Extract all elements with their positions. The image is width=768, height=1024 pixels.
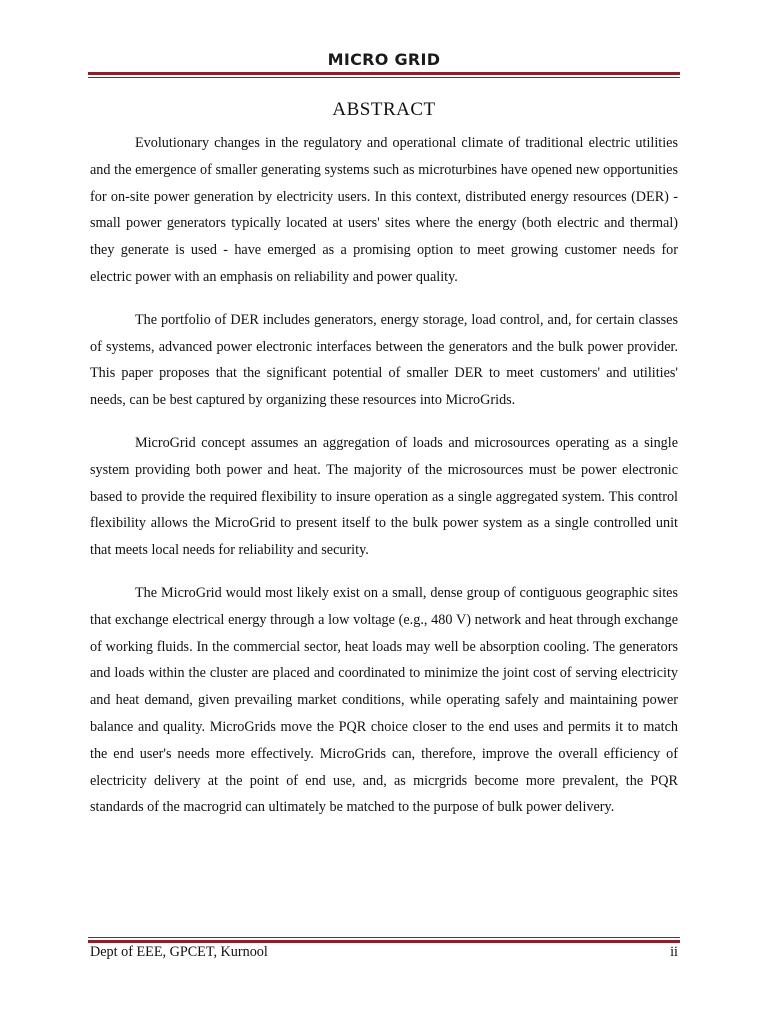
- footer-rule-thick: [88, 940, 680, 943]
- paragraph-2: The portfolio of DER includes generators, energy storage, load control, and, for certain classes of systems, advanced power electronic interfaces between the generators and the bulk power provider. This paper proposes that the significant potential of smaller DER to meet customers' and utilities' needs, can be best captured by organizing these resources into MicroGrids.: [90, 311, 678, 409]
- header-rule: [88, 72, 680, 78]
- paragraph-4: The MicroGrid would most likely exist on a small, dense group of contiguous geographic sites that exchange electrical energy through a low voltage (e.g., 480 V) network and heat through exchange of working fluids. In the commercial sector, heat loads may well be absorption cooling. The generators and loads within the cluster are placed and coordinated to minimize the joint cost of serving electricity and heat demand, given prevailing market conditions, while operating safely and maintaining power balance and quality. MicroGrids move the PQR choice closer to the end uses and permits it to match the end user's needs more effectively. MicroGrids can, therefore, improve the overall efficiency of electricity delivery at the point of end use, and, as micrgrids become more prevalent, the PQR standards of the macrogrid can ultimately be matched to the purpose of bulk power delivery.: [90, 584, 678, 816]
- body-text: [90, 130, 678, 837]
- header-rule-thick: [88, 72, 680, 75]
- paragraph-1: Evolutionary changes in the regulatory and operational climate of traditional electric utilities and the emergence of smaller generating systems such as microturbines have opened new opportunities for on-site power generation by electricity users. In this context, distributed energy resources (DER) - small power generators typically located at users' sites where the energy (both electric and thermal) they generate is used - have emerged as a promising option to meet growing customer needs for electric power with an emphasis on reliability and power quality.: [90, 135, 678, 285]
- footer-rule-thin: [88, 937, 680, 938]
- header-rule-thin: [88, 77, 680, 78]
- footer-page-number: ii: [670, 944, 678, 960]
- section-heading: ABSTRACT: [332, 99, 436, 120]
- footer-rule: [88, 937, 680, 943]
- running-header-title: MICRO GRID: [327, 50, 441, 69]
- paragraph-3: MicroGrid concept assumes an aggregation of loads and microsources operating as a single system providing both power and heat. The majority of the microsources must be power electronic based to provide the required flexibility to insure operation as a single aggregated system. This control flexibility allows the MicroGrid to present itself to the bulk power system as a single controlled unit that meets local needs for reliability and security.: [90, 434, 678, 559]
- footer-department: Dept of EEE, GPCET, Kurnool: [90, 944, 268, 960]
